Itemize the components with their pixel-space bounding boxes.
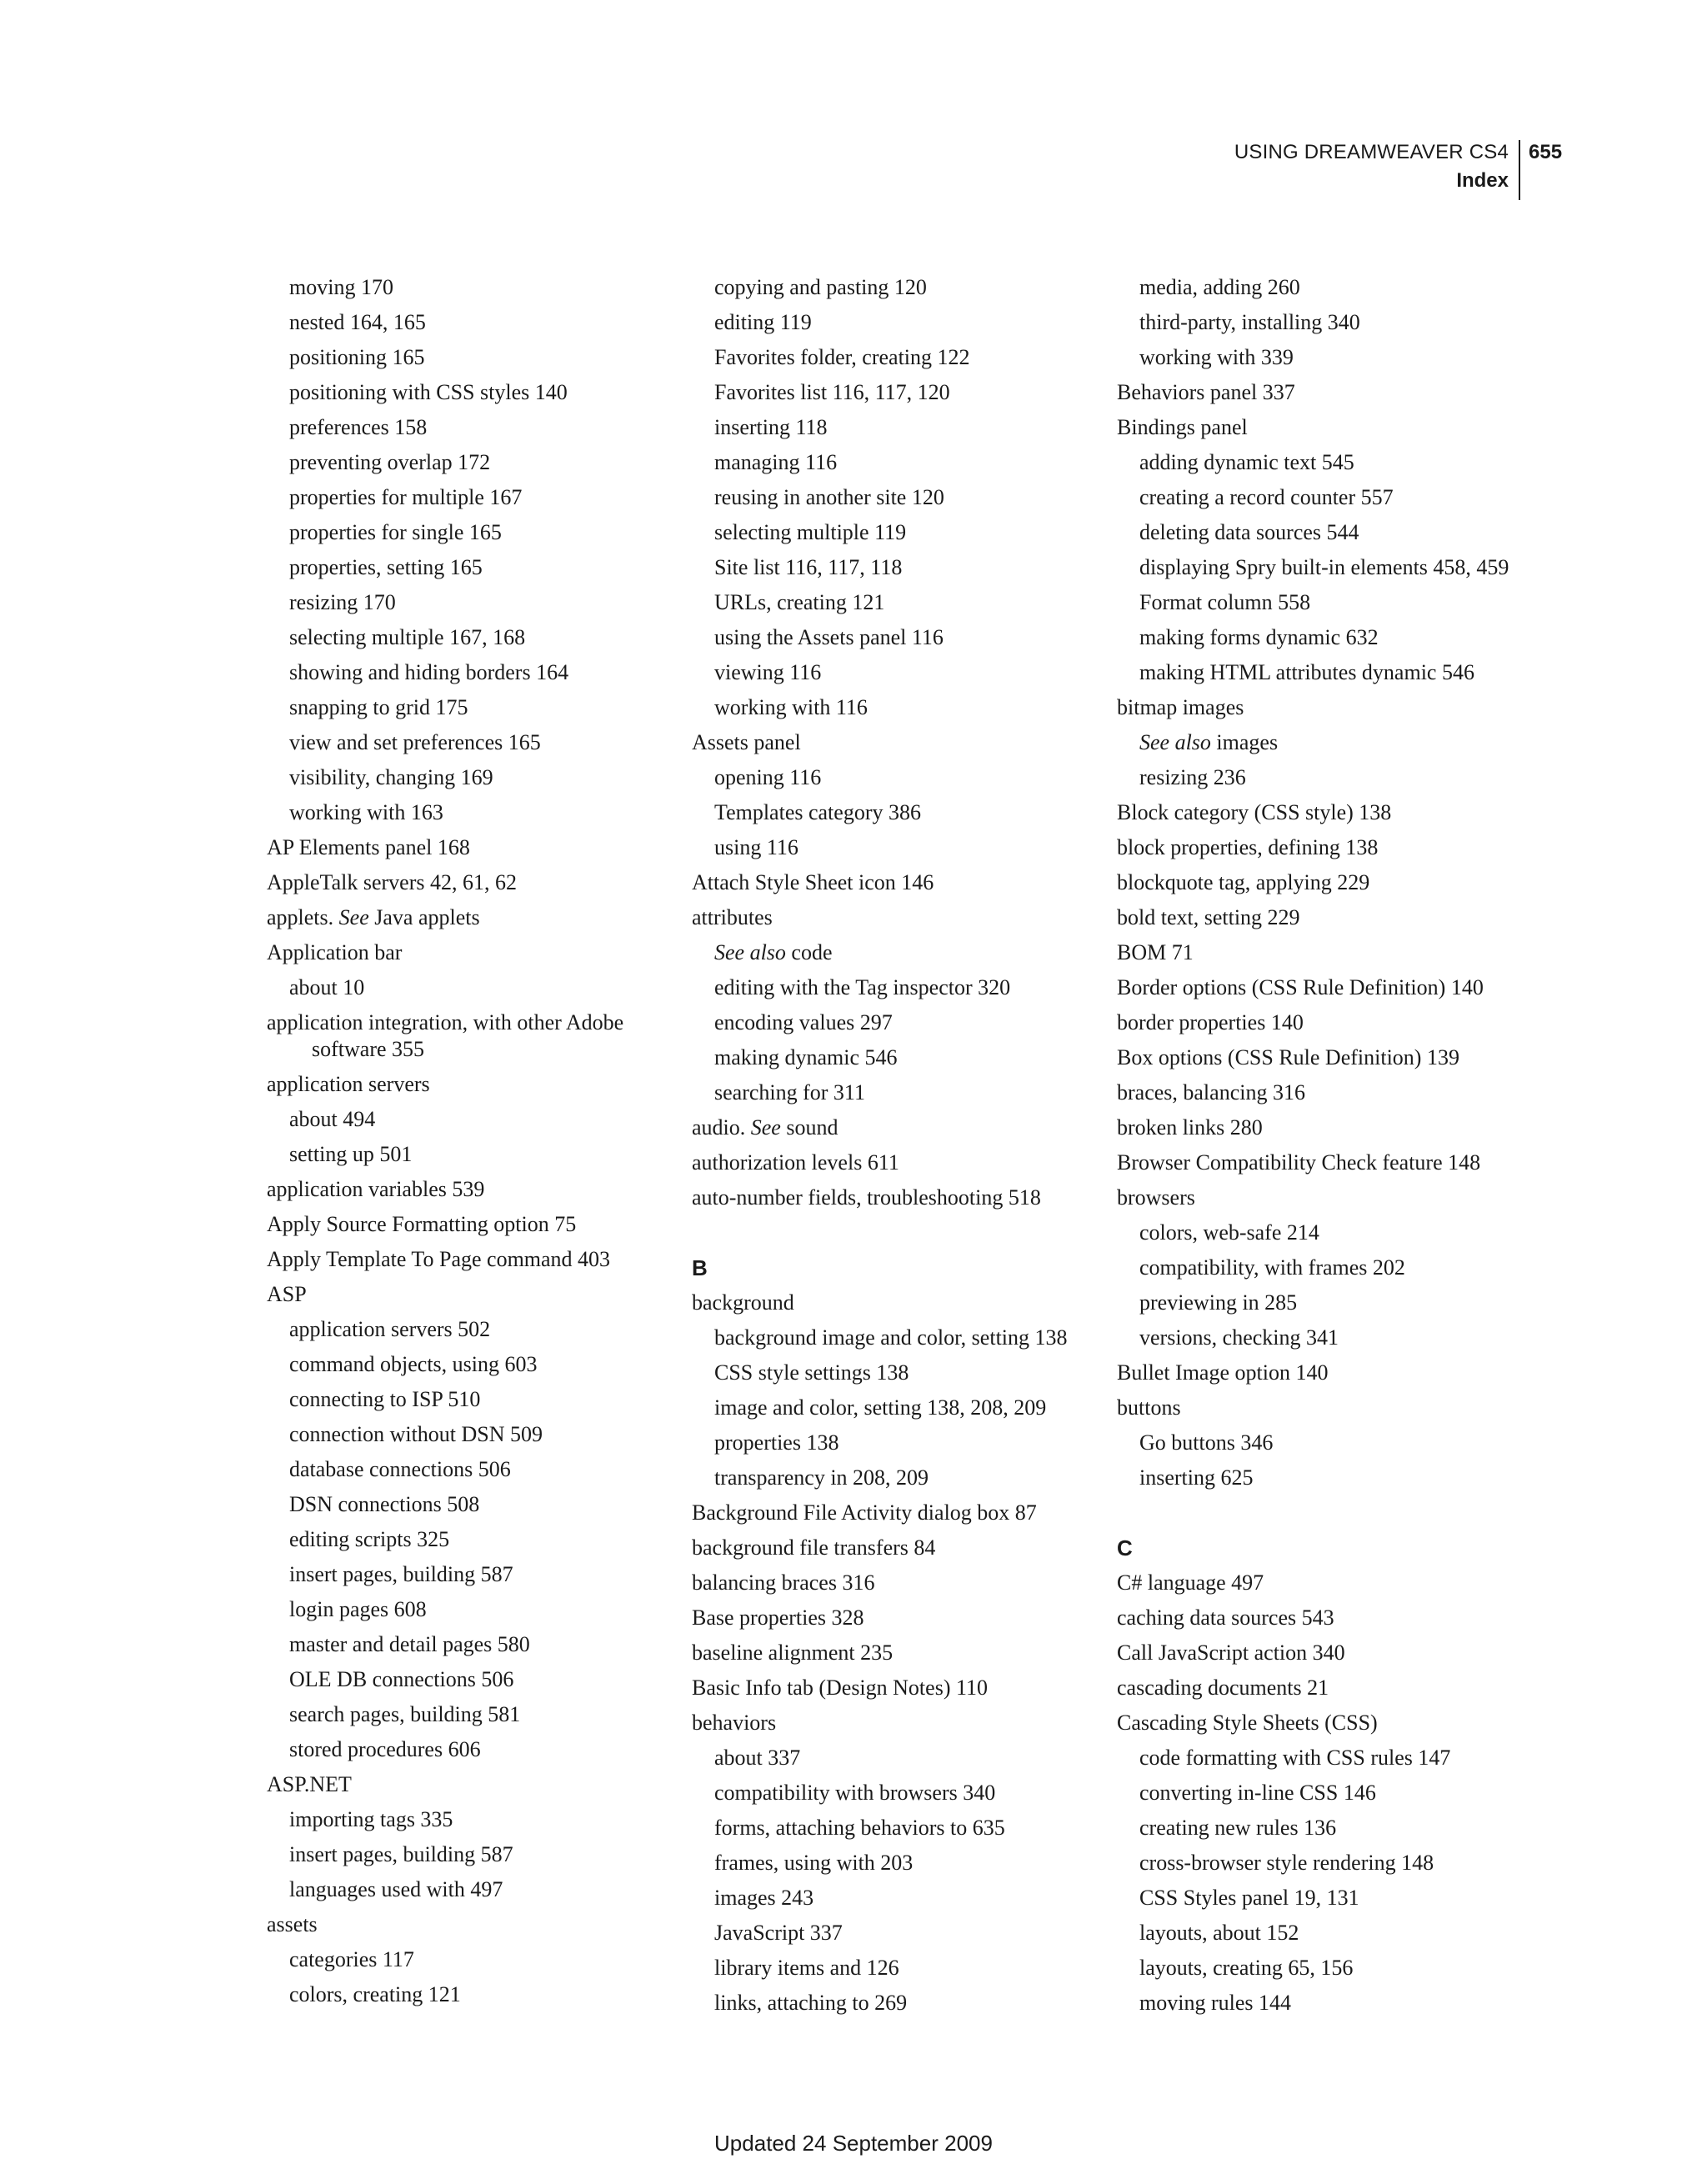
index-subentry: insert pages, building 587 bbox=[289, 1562, 513, 1586]
index-subentry: command objects, using 603 bbox=[289, 1352, 538, 1376]
index-subentry: using 116 bbox=[714, 835, 798, 859]
index-entry: browsers bbox=[1117, 1185, 1195, 1210]
index-subentry: positioning 165 bbox=[289, 345, 425, 369]
letter-heading: B bbox=[692, 1255, 708, 1280]
index-column-2 bbox=[692, 270, 1092, 2021]
see-reference: See also bbox=[714, 940, 786, 964]
index-subentry: categories 117 bbox=[289, 1947, 414, 1971]
index-subentry: DSN connections 508 bbox=[289, 1492, 480, 1516]
index-entry: Behaviors panel 337 bbox=[1117, 380, 1295, 404]
entry-text: audio. bbox=[692, 1115, 751, 1140]
index-subentry: selecting multiple 167, 168 bbox=[289, 625, 526, 649]
index-subentry: compatibility, with frames 202 bbox=[1139, 1255, 1405, 1280]
index-subentry: working with 116 bbox=[714, 695, 868, 719]
index-entry: cascading documents 21 bbox=[1117, 1676, 1329, 1700]
index-entry: border properties 140 bbox=[1117, 1010, 1304, 1034]
see-reference: See also bbox=[1139, 730, 1211, 754]
index-subentry: importing tags 335 bbox=[289, 1807, 453, 1831]
index-subentry: OLE DB connections 506 bbox=[289, 1667, 514, 1691]
see-reference: See bbox=[750, 1115, 781, 1140]
index-subentry: displaying Spry built-in elements 458, 459 bbox=[1139, 555, 1509, 579]
index-subentry: URLs, creating 121 bbox=[714, 590, 885, 614]
index-subentry: login pages 608 bbox=[289, 1597, 427, 1621]
book-title: USING DREAMWEAVER CS4 bbox=[1234, 141, 1509, 163]
index-entry: Assets panel bbox=[692, 730, 801, 754]
index-subentry: languages used with 497 bbox=[289, 1877, 503, 1901]
index-subentry: about 494 bbox=[289, 1107, 376, 1131]
index-entry: bold text, setting 229 bbox=[1117, 905, 1300, 929]
index-subentry: library items and 126 bbox=[714, 1956, 899, 1980]
footer-updated-date: Updated 24 September 2009 bbox=[714, 2131, 993, 2156]
index-subentry: resizing 236 bbox=[1139, 765, 1246, 789]
index-subentry: cross-browser style rendering 148 bbox=[1139, 1851, 1434, 1875]
index-subentry: editing scripts 325 bbox=[289, 1527, 450, 1551]
index-subentry: reusing in another site 120 bbox=[714, 485, 944, 509]
running-header bbox=[0, 138, 1707, 205]
index-subentry: encoding values 297 bbox=[714, 1010, 893, 1034]
index-entry: behaviors bbox=[692, 1711, 777, 1735]
index-subentry: colors, creating 121 bbox=[289, 1982, 461, 2006]
index-subentry: properties for multiple 167 bbox=[289, 485, 523, 509]
index-subentry: previewing in 285 bbox=[1139, 1290, 1298, 1315]
index-entry: Basic Info tab (Design Notes) 110 bbox=[692, 1676, 989, 1700]
index-subentry: background image and color, setting 138 bbox=[714, 1325, 1068, 1350]
index-subentry: copying and pasting 120 bbox=[714, 275, 927, 299]
index-entry: Bullet Image option 140 bbox=[1117, 1360, 1329, 1385]
index-subentry: selecting multiple 119 bbox=[714, 520, 907, 544]
index-subentry: viewing 116 bbox=[714, 660, 822, 684]
index-entry: authorization levels 611 bbox=[692, 1150, 899, 1175]
index-subentry: search pages, building 581 bbox=[289, 1702, 521, 1726]
index-subentry: connection without DSN 509 bbox=[289, 1422, 543, 1446]
index-subentry: properties for single 165 bbox=[289, 520, 502, 544]
index-subentry: stored procedures 606 bbox=[289, 1737, 481, 1761]
index-subentry: image and color, setting 138, 208, 209 bbox=[714, 1395, 1047, 1420]
index-subentry: editing 119 bbox=[714, 310, 812, 334]
index-subentry: Site list 116, 117, 118 bbox=[714, 555, 903, 579]
index-subentry: moving rules 144 bbox=[1139, 1991, 1291, 2015]
index-subentry: JavaScript 337 bbox=[714, 1921, 843, 1945]
index-subentry: Templates category 386 bbox=[714, 800, 921, 824]
see-target: code bbox=[785, 940, 833, 964]
index-entry: braces, balancing 316 bbox=[1117, 1080, 1305, 1105]
index-subentry: properties, setting 165 bbox=[289, 555, 483, 579]
index-subentry: master and detail pages 580 bbox=[289, 1632, 530, 1656]
index-subentry: view and set preferences 165 bbox=[289, 730, 541, 754]
index-entry: BOM 71 bbox=[1117, 940, 1194, 964]
index-subentry: positioning with CSS styles 140 bbox=[289, 380, 568, 404]
header-divider bbox=[1519, 140, 1520, 200]
index-entry: Call JavaScript action 340 bbox=[1117, 1641, 1345, 1665]
index-entry: Base properties 328 bbox=[692, 1605, 864, 1630]
index-subentry: making HTML attributes dynamic 546 bbox=[1139, 660, 1474, 684]
index-entry: Border options (CSS Rule Definition) 140 bbox=[1117, 975, 1484, 999]
index-entry: Apply Source Formatting option 75 bbox=[267, 1212, 577, 1236]
index-subentry bbox=[1117, 725, 1550, 760]
index-subentry: Format column 558 bbox=[1139, 590, 1311, 614]
index-subentry: showing and hiding borders 164 bbox=[289, 660, 569, 684]
index-entry: Bindings panel bbox=[1117, 415, 1248, 439]
index-subentry: properties 138 bbox=[714, 1430, 839, 1455]
index-entry: AP Elements panel 168 bbox=[267, 835, 470, 859]
index-subentry: Go buttons 346 bbox=[1139, 1430, 1274, 1455]
index-entry: Apply Template To Page command 403 bbox=[267, 1247, 611, 1271]
index-entry: Cascading Style Sheets (CSS) bbox=[1117, 1711, 1378, 1735]
index-subentry: converting in-line CSS 146 bbox=[1139, 1781, 1376, 1805]
index-column-3 bbox=[1117, 270, 1550, 2021]
see-reference: See bbox=[338, 905, 369, 929]
index-subentry: searching for 311 bbox=[714, 1080, 865, 1105]
index-subentry: versions, checking 341 bbox=[1139, 1325, 1339, 1350]
index-entry: Browser Compatibility Check feature 148 bbox=[1117, 1150, 1481, 1175]
index-column-1 bbox=[267, 270, 658, 2012]
index-entry bbox=[267, 900, 658, 935]
index-entry: bitmap images bbox=[1117, 695, 1244, 719]
index-subentry: application servers 502 bbox=[289, 1317, 491, 1341]
see-target: Java applets bbox=[368, 905, 480, 929]
index-entry: AppleTalk servers 42, 61, 62 bbox=[267, 870, 518, 894]
index-entry: broken links 280 bbox=[1117, 1115, 1263, 1140]
index-subentry: editing with the Tag inspector 320 bbox=[714, 975, 1011, 999]
index-entry: balancing braces 316 bbox=[692, 1570, 875, 1595]
index-subentry: Favorites list 116, 117, 120 bbox=[714, 380, 950, 404]
index-subentry: Favorites folder, creating 122 bbox=[714, 345, 970, 369]
index-subentry: about 10 bbox=[289, 975, 365, 999]
index-subentry: using the Assets panel 116 bbox=[714, 625, 944, 649]
index-entry: caching data sources 543 bbox=[1117, 1605, 1334, 1630]
index-subentry: preventing overlap 172 bbox=[289, 450, 491, 474]
index-subentry: managing 116 bbox=[714, 450, 838, 474]
page-number: 655 bbox=[1529, 141, 1563, 163]
index-entry bbox=[692, 1110, 1092, 1145]
index-entry: Attach Style Sheet icon 146 bbox=[692, 870, 934, 894]
index-subentry: adding dynamic text 545 bbox=[1139, 450, 1354, 474]
index-subentry bbox=[692, 935, 1092, 970]
index-subentry: media, adding 260 bbox=[1139, 275, 1300, 299]
index-entry: attributes bbox=[692, 905, 773, 929]
index-subentry: third-party, installing 340 bbox=[1139, 310, 1360, 334]
index-subentry: making dynamic 546 bbox=[714, 1045, 898, 1069]
index-entry: auto-number fields, troubleshooting 518 bbox=[692, 1185, 1041, 1210]
index-subentry: resizing 170 bbox=[289, 590, 396, 614]
index-subentry: creating new rules 136 bbox=[1139, 1816, 1337, 1840]
index-subentry: forms, attaching behaviors to 635 bbox=[714, 1816, 1005, 1840]
index-subentry: transparency in 208, 209 bbox=[714, 1465, 929, 1490]
index-subentry: working with 339 bbox=[1139, 345, 1294, 369]
index-subentry: CSS style settings 138 bbox=[714, 1360, 909, 1385]
index-subentry: CSS Styles panel 19, 131 bbox=[1139, 1886, 1359, 1910]
index-subentry: inserting 625 bbox=[1139, 1465, 1254, 1490]
index-entry: background bbox=[692, 1290, 794, 1315]
index-entry: Block category (CSS style) 138 bbox=[1117, 800, 1392, 824]
index-subentry: working with 163 bbox=[289, 800, 443, 824]
index-subentry: moving 170 bbox=[289, 275, 393, 299]
index-subentry: opening 116 bbox=[714, 765, 822, 789]
header-text bbox=[1234, 138, 1509, 195]
index-subentry: preferences 158 bbox=[289, 415, 428, 439]
index-subentry: about 337 bbox=[714, 1746, 801, 1770]
index-subentry: visibility, changing 169 bbox=[289, 765, 493, 789]
index-entry: background file transfers 84 bbox=[692, 1535, 936, 1560]
index-entry: Box options (CSS Rule Definition) 139 bbox=[1117, 1045, 1459, 1069]
index-subentry: database connections 506 bbox=[289, 1457, 511, 1481]
index-subentry: creating a record counter 557 bbox=[1139, 485, 1394, 509]
entry-text: applets. bbox=[267, 905, 339, 929]
index-subentry: setting up 501 bbox=[289, 1142, 413, 1166]
index-subentry: insert pages, building 587 bbox=[289, 1842, 513, 1866]
index-subentry: layouts, creating 65, 156 bbox=[1139, 1956, 1354, 1980]
letter-heading: C bbox=[1117, 1535, 1133, 1560]
index-entry: assets bbox=[267, 1912, 318, 1936]
index-entry: Background File Activity dialog box 87 bbox=[692, 1500, 1037, 1525]
index-subentry: nested 164, 165 bbox=[289, 310, 426, 334]
index-subentry: colors, web-safe 214 bbox=[1139, 1220, 1319, 1245]
index-subentry: compatibility with browsers 340 bbox=[714, 1781, 996, 1805]
index-subentry: links, attaching to 269 bbox=[714, 1991, 908, 2015]
index-subentry: code formatting with CSS rules 147 bbox=[1139, 1746, 1451, 1770]
index-subentry: snapping to grid 175 bbox=[289, 695, 468, 719]
index-entry: ASP bbox=[267, 1282, 307, 1306]
index-subentry: frames, using with 203 bbox=[714, 1851, 914, 1875]
index-entry: baseline alignment 235 bbox=[692, 1641, 894, 1665]
index-entry: application integration, with other Adobe software 355 bbox=[267, 1010, 624, 1061]
index-entry: blockquote tag, applying 229 bbox=[1117, 870, 1370, 894]
index-entry: ASP.NET bbox=[267, 1772, 352, 1796]
index-subentry: deleting data sources 544 bbox=[1139, 520, 1359, 544]
index-entry: Application bar bbox=[267, 940, 403, 964]
see-target: sound bbox=[780, 1115, 838, 1140]
index-entry: application servers bbox=[267, 1072, 430, 1096]
index-subentry: images 243 bbox=[714, 1886, 814, 1910]
index-subentry: inserting 118 bbox=[714, 415, 828, 439]
index-subentry: connecting to ISP 510 bbox=[289, 1387, 481, 1411]
see-target: images bbox=[1210, 730, 1279, 754]
index-subentry: layouts, about 152 bbox=[1139, 1921, 1299, 1945]
index-entry: C# language 497 bbox=[1117, 1570, 1264, 1595]
index-entry: block properties, defining 138 bbox=[1117, 835, 1379, 859]
index-entry: buttons bbox=[1117, 1395, 1181, 1420]
section-title: Index bbox=[1456, 169, 1509, 192]
index-subentry: making forms dynamic 632 bbox=[1139, 625, 1379, 649]
index-entry: application variables 539 bbox=[267, 1177, 485, 1201]
